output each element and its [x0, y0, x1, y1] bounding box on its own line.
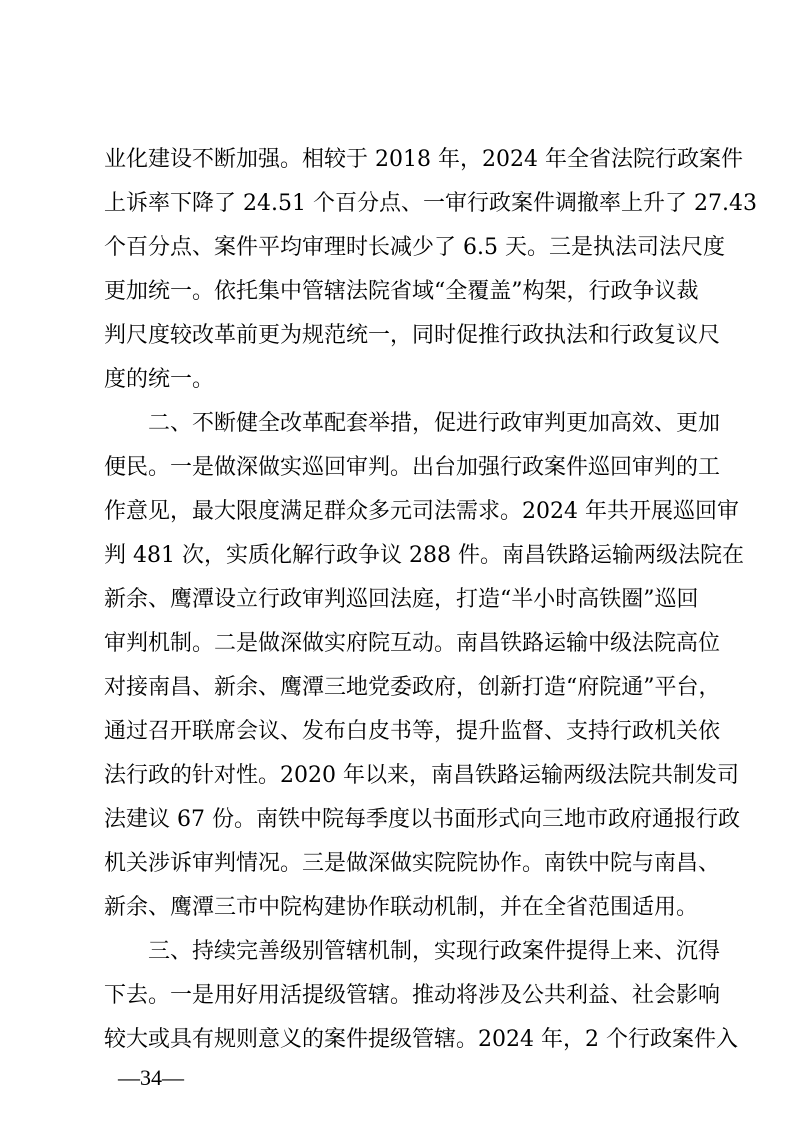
text-line: 个百分点、案件平均审理时长减少了 6.5 天。三是执法司法尺度: [104, 235, 725, 260]
text-line: 二、不断健全改革配套举措，促进行政审判更加高效、更加: [148, 411, 721, 436]
text-line: 便民。一是做深做实巡回审判。出台加强行政案件巡回审判的工: [104, 455, 721, 480]
text-line: 法行政的针对性。2020 年以来，南昌铁路运输两级法院共制发司: [104, 763, 739, 788]
page-number: —34—: [118, 1065, 184, 1090]
text-line: 新余、鹰潭设立行政审判巡回法庭，打造“半小时高铁圈”巡回: [104, 587, 699, 612]
text-line: 作意见，最大限度满足群众多元司法需求。2024 年共开展巡回审: [104, 499, 739, 524]
text-line: 新余、鹰潭三市中院构建协作联动机制，并在全省范围适用。: [104, 895, 699, 920]
text-line: 业化建设不断加强。相较于 2018 年，2024 年全省法院行政案件: [104, 147, 743, 172]
text-line: 判尺度较改革前更为规范统一，同时促推行政执法和行政复议尺: [104, 323, 721, 348]
text-line: 对接南昌、新余、鹰潭三地党委政府，创新打造“府院通”平台，: [104, 675, 721, 700]
text-line: 通过召开联席会议、发布白皮书等，提升监督、支持行政机关依: [104, 719, 721, 744]
text-line: 下去。一是用好用活提级管辖。推动将涉及公共利益、社会影响: [104, 983, 721, 1008]
text-line: 较大或具有规则意义的案件提级管辖。2024 年，2 个行政案件入: [104, 1027, 738, 1052]
text-line: 法建议 67 份。南铁中院每季度以书面形式向三地市政府通报行政: [104, 807, 740, 832]
text-line: 机关涉诉审判情况。三是做深做实院院协作。南铁中院与南昌、: [104, 851, 721, 876]
text-line: 上诉率下降了 24.51 个百分点、一审行政案件调撤率上升了 27.43: [104, 191, 757, 216]
text-line: 判 481 次，实质化解行政争议 288 件。南昌铁路运输两级法院在: [104, 543, 744, 568]
text-line: 审判机制。二是做深做实府院互动。南昌铁路运输中级法院高位: [104, 631, 721, 656]
text-line: 更加统一。依托集中管辖法院省域“全覆盖”构架，行政争议裁: [104, 279, 699, 304]
text-line: 度的统一。: [104, 367, 215, 392]
text-line: 三、持续完善级别管辖机制，实现行政案件提得上来、沉得: [148, 939, 721, 964]
